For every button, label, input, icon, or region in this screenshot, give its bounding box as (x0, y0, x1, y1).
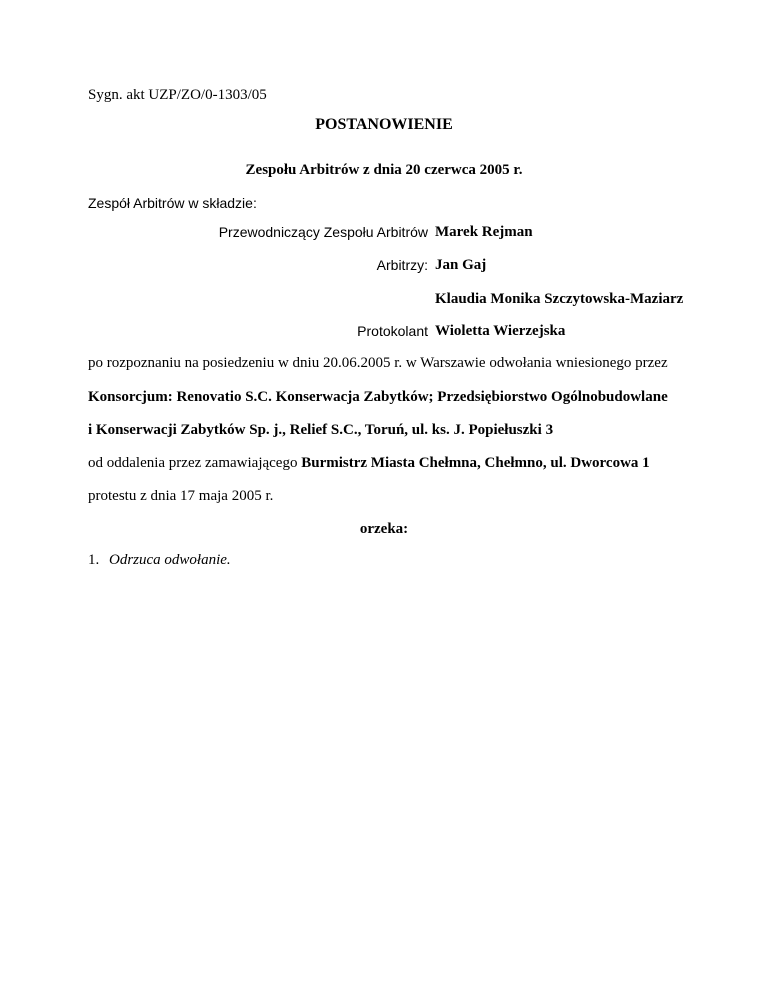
clerk-name: Wioletta Wierzejska (435, 323, 566, 339)
protest-text: protestu z dnia 17 maja 2005 r. (88, 488, 274, 504)
panel-arbiters-row (0, 256, 768, 274)
arbiters-role: Arbitrzy: (376, 257, 428, 273)
chair-name: Marek Rejman (435, 224, 533, 240)
dismissal-line (88, 454, 650, 472)
ruling-item-text: Odrzuca odwołanie. (109, 552, 231, 568)
ruling-item-number: 1. (88, 552, 100, 568)
chair-role: Przewodniczący Zespołu Arbitrów (218, 224, 428, 240)
arbiter-1-name: Jan Gaj (435, 257, 487, 273)
appellant-line-1: Konsorcjum: Renovatio S.C. Konserwacja Zabytków; Przedsiębiorstwo Ogólnobudowlane (88, 389, 668, 405)
ruling-item (88, 551, 231, 569)
document-title: POSTANOWIENIE (315, 116, 453, 133)
arbiter-2-name: Klaudia Monika Szczytowska-Maziarz (435, 291, 684, 307)
panel-chair-row (0, 223, 768, 241)
contracting-authority: Burmistrz Miasta Chełmna, Chełmno, ul. Dworcowa 1 (301, 455, 650, 471)
panel-intro: Zespół Arbitrów w składzie: (88, 195, 257, 211)
panel-arbiter-2-row (0, 290, 768, 308)
ruling-heading: orzeka: (359, 521, 409, 537)
panel-clerk-row (0, 322, 768, 340)
clerk-role: Protokolant (357, 323, 428, 339)
case-number: Sygn. akt UZP/ZO/0-1303/05 (88, 87, 267, 103)
appellant-line-2: i Konserwacji Zabytków Sp. j., Relief S.C., Toruń, ul. ks. J. Popiełuszki 3 (88, 422, 554, 438)
document-subtitle: Zespołu Arbitrów z dnia 20 czerwca 2005 r. (245, 162, 523, 178)
hearing-text: po rozpoznaniu na posiedzeniu w dniu 20.06.2005 r. w Warszawie odwołania wniesionego przez (88, 355, 668, 371)
dismissal-prefix: od oddalenia przez zamawiającego (88, 455, 298, 471)
